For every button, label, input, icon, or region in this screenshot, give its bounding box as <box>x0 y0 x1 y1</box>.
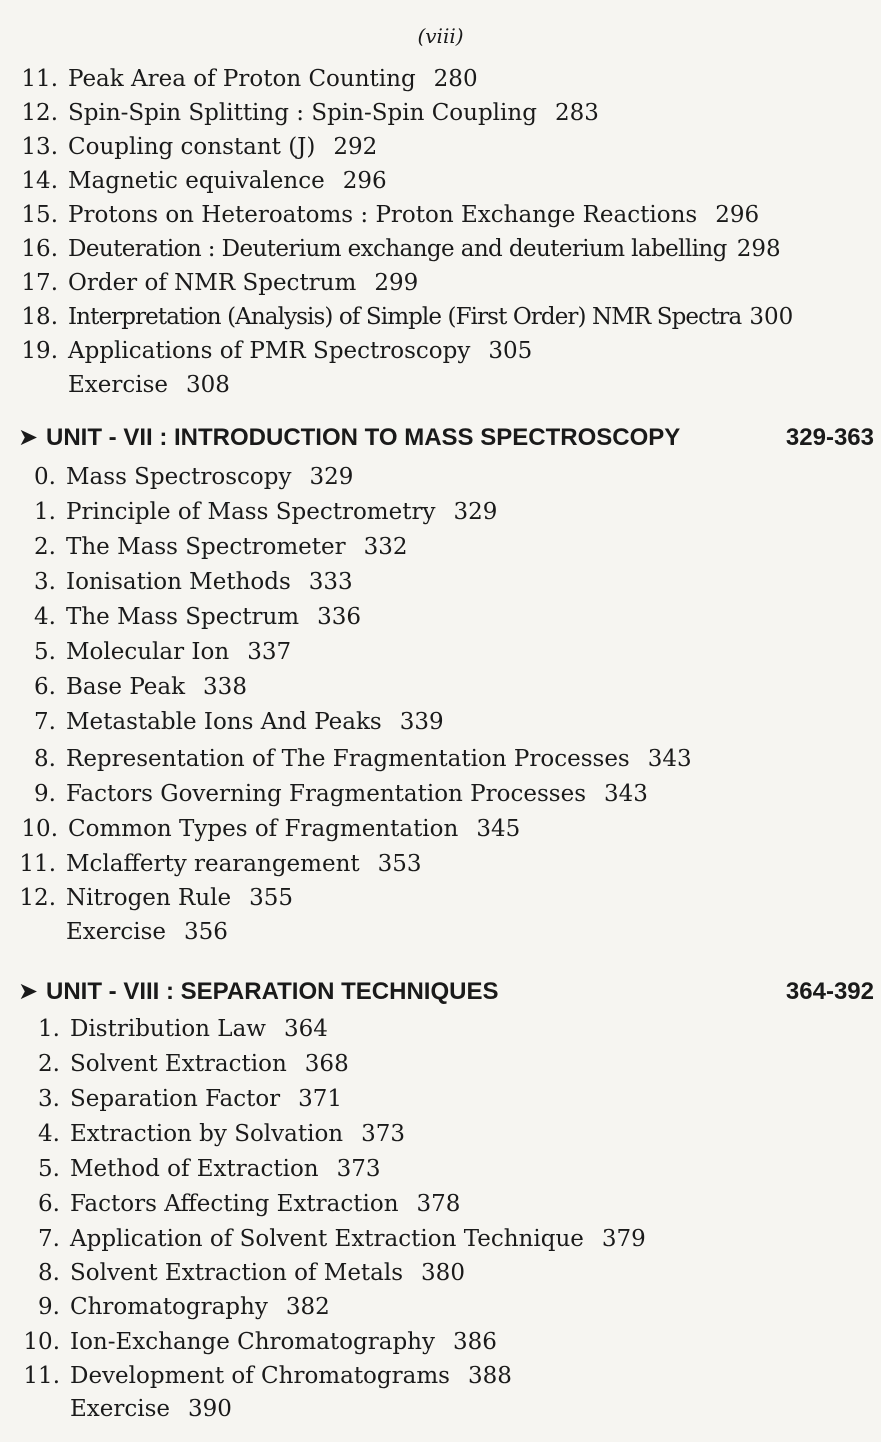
toc-entry <box>12 600 361 634</box>
entry-page: 296 <box>342 168 387 194</box>
entry-title: Ion-Exchange Chromatography <box>70 1329 435 1355</box>
entry-page: 373 <box>336 1156 381 1182</box>
entry-page: 339 <box>399 709 444 735</box>
unit-page-range: 364-392 <box>785 978 874 1005</box>
toc-entry <box>16 1117 405 1151</box>
unit-title: UNIT - VII : INTRODUCTION TO MASS SPECTROSCOPY <box>46 424 681 451</box>
toc-entry <box>14 232 781 266</box>
toc-entry <box>12 742 692 776</box>
page-number: (viii) <box>417 24 464 48</box>
entry-title: Exercise <box>66 919 167 945</box>
entry-number: 12. <box>19 885 56 911</box>
entry-title: Distribution Law <box>70 1016 266 1042</box>
toc-entry <box>14 334 532 368</box>
entry-title: Common Types of Fragmentation <box>68 816 459 842</box>
unit-viii-heading <box>18 974 878 1010</box>
entry-page: 386 <box>452 1329 497 1355</box>
toc-entry <box>14 812 520 846</box>
entry-number: 1. <box>38 1016 60 1042</box>
entry-page: 388 <box>467 1363 512 1389</box>
entry-page: 308 <box>186 372 230 398</box>
entry-number: 17. <box>21 270 58 296</box>
entry-number: 7. <box>38 1226 60 1252</box>
entry-page: 373 <box>361 1121 406 1147</box>
toc-entry <box>16 1012 328 1046</box>
toc-entry <box>12 847 422 881</box>
entry-number: 5. <box>34 639 56 665</box>
entry-number: 6. <box>34 674 56 700</box>
entry-number: 18. <box>21 304 58 330</box>
entry-number: 3. <box>34 569 56 595</box>
entry-number: 8. <box>38 1260 60 1286</box>
entry-number: 7. <box>34 709 56 735</box>
entry-number: 4. <box>34 604 56 630</box>
toc-entry <box>16 1187 460 1221</box>
toc-entry <box>12 777 648 811</box>
unit-page-range: 329-363 <box>785 424 874 451</box>
entry-title: Exercise <box>68 372 169 398</box>
entry-page: 364 <box>283 1016 328 1042</box>
toc-entry <box>12 635 291 669</box>
entry-page: 338 <box>203 674 247 700</box>
entry-title: Applications of PMR Spectroscopy <box>68 338 471 364</box>
entry-page: 390 <box>188 1396 232 1422</box>
entry-title: Application of Solvent Extraction Technique <box>70 1226 584 1252</box>
entry-title: Peak Area of Proton Counting <box>68 66 416 92</box>
toc-entry <box>16 1047 349 1081</box>
entry-page: 292 <box>333 134 378 160</box>
entry-page: 371 <box>298 1086 343 1112</box>
toc-entry <box>16 1222 646 1256</box>
entry-title: Exercise <box>70 1396 171 1422</box>
entry-title: Order of NMR Spectrum <box>68 270 357 296</box>
entry-title: Solvent Extraction <box>70 1051 287 1077</box>
entry-page: 298 <box>736 236 781 262</box>
entry-page: 296 <box>715 202 760 228</box>
entry-title: Spin-Spin Splitting : Spin-Spin Coupling <box>68 100 537 126</box>
toc-entry <box>14 266 418 300</box>
entry-number: 10. <box>23 1329 60 1355</box>
toc-entry <box>12 495 497 529</box>
entry-number: 4. <box>38 1121 60 1147</box>
entry-page: 356 <box>184 919 228 945</box>
toc-entry <box>16 1325 497 1359</box>
entry-page: 337 <box>247 639 292 665</box>
toc-entry <box>14 62 478 96</box>
entry-number: 9. <box>34 781 56 807</box>
entry-number: 9. <box>38 1294 60 1320</box>
entry-page: 332 <box>363 534 408 560</box>
entry-title: Factors Affecting Extraction <box>70 1191 399 1217</box>
toc-entry-exercise <box>14 368 230 402</box>
entry-title: The Mass Spectrum <box>66 604 300 630</box>
entry-title: Representation of The Fragmentation Processes <box>66 746 630 772</box>
entry-title: Separation Factor <box>70 1086 281 1112</box>
entry-page: 343 <box>647 746 692 772</box>
entry-number: 11. <box>19 851 56 877</box>
entry-number: 5. <box>38 1156 60 1182</box>
entry-number: 15. <box>21 202 58 228</box>
arrow-icon: ➤ <box>18 978 39 1005</box>
toc-entry <box>14 198 759 232</box>
entry-page: 343 <box>604 781 648 807</box>
entry-title: Base Peak <box>66 674 186 700</box>
entry-title: Molecular Ion <box>66 639 230 665</box>
entry-title: Nitrogen Rule <box>66 885 232 911</box>
entry-title: Interpretation (Analysis) of Simple (First Order) NMR Spectra <box>68 304 742 330</box>
entry-title: Principle of Mass Spectrometry <box>66 499 436 525</box>
entry-page: 333 <box>308 569 353 595</box>
arrow-icon: ➤ <box>18 424 39 451</box>
toc-entry <box>14 300 793 334</box>
entry-number: 13. <box>21 134 58 160</box>
unit-vii-heading <box>18 420 878 456</box>
entry-title: Protons on Heteroatoms : Proton Exchange Reactions <box>68 202 698 228</box>
entry-number: 2. <box>38 1051 60 1077</box>
entry-title: Deuteration : Deuterium exchange and deuterium labelling <box>68 236 727 262</box>
entry-page: 355 <box>249 885 294 911</box>
toc-entry <box>14 164 387 198</box>
entry-number: 12. <box>21 100 58 126</box>
entry-number: 19. <box>21 338 58 364</box>
toc-entry <box>16 1290 330 1324</box>
toc-entry <box>16 1256 465 1290</box>
entry-page: 329 <box>309 464 354 490</box>
toc-entry <box>16 1152 381 1186</box>
entry-number: 3. <box>38 1086 60 1112</box>
entry-page: 299 <box>374 270 419 296</box>
entry-number: 10. <box>21 816 58 842</box>
toc-entry <box>12 670 247 704</box>
entry-title: Extraction by Solvation <box>70 1121 344 1147</box>
entry-title: Method of Extraction <box>70 1156 319 1182</box>
entry-number: 2. <box>34 534 56 560</box>
entry-number: 8. <box>34 746 56 772</box>
entry-number: 0. <box>34 464 56 490</box>
entry-page: 379 <box>601 1226 646 1252</box>
entry-title: Mass Spectroscopy <box>66 464 292 490</box>
entry-title: Ionisation Methods <box>66 569 291 595</box>
entry-page: 353 <box>377 851 422 877</box>
entry-title: Metastable Ions And Peaks <box>66 709 382 735</box>
entry-title: Factors Governing Fragmentation Processes <box>66 781 587 807</box>
entry-title: Solvent Extraction of Metals <box>70 1260 404 1286</box>
toc-entry <box>14 96 599 130</box>
entry-page: 300 <box>749 304 794 330</box>
entry-title: Magnetic equivalence <box>68 168 325 194</box>
toc-entry <box>12 460 353 494</box>
entry-page: 283 <box>554 100 599 126</box>
entry-title: Coupling constant (J) <box>68 134 316 160</box>
toc-entry-exercise <box>16 1392 232 1426</box>
entry-number: 11. <box>21 66 58 92</box>
entry-page: 380 <box>421 1260 465 1286</box>
entry-title: Development of Chromatograms <box>70 1363 450 1389</box>
entry-page: 368 <box>304 1051 349 1077</box>
toc-entry <box>12 530 408 564</box>
toc-entry <box>12 705 444 739</box>
entry-page: 382 <box>285 1294 330 1320</box>
entry-title: Mclafferty rearangement <box>66 851 360 877</box>
entry-title: Chromatography <box>70 1294 268 1320</box>
toc-entry <box>14 130 377 164</box>
unit-title: UNIT - VIII : SEPARATION TECHNIQUES <box>46 978 499 1005</box>
entry-page: 345 <box>476 816 521 842</box>
entry-page: 305 <box>488 338 533 364</box>
entry-page: 336 <box>317 604 361 630</box>
entry-number: 14. <box>21 168 58 194</box>
entry-title: The Mass Spectrometer <box>66 534 346 560</box>
entry-number: 11. <box>23 1363 60 1389</box>
entry-number: 6. <box>38 1191 60 1217</box>
entry-page: 329 <box>453 499 498 525</box>
toc-entry <box>16 1359 512 1393</box>
entry-page: 280 <box>433 66 478 92</box>
toc-entry <box>12 565 353 599</box>
entry-number: 1. <box>34 499 56 525</box>
toc-entry <box>12 881 293 915</box>
entry-number: 16. <box>21 236 58 262</box>
toc-entry <box>16 1082 342 1116</box>
toc-entry-exercise <box>12 915 228 949</box>
entry-page: 378 <box>416 1191 461 1217</box>
